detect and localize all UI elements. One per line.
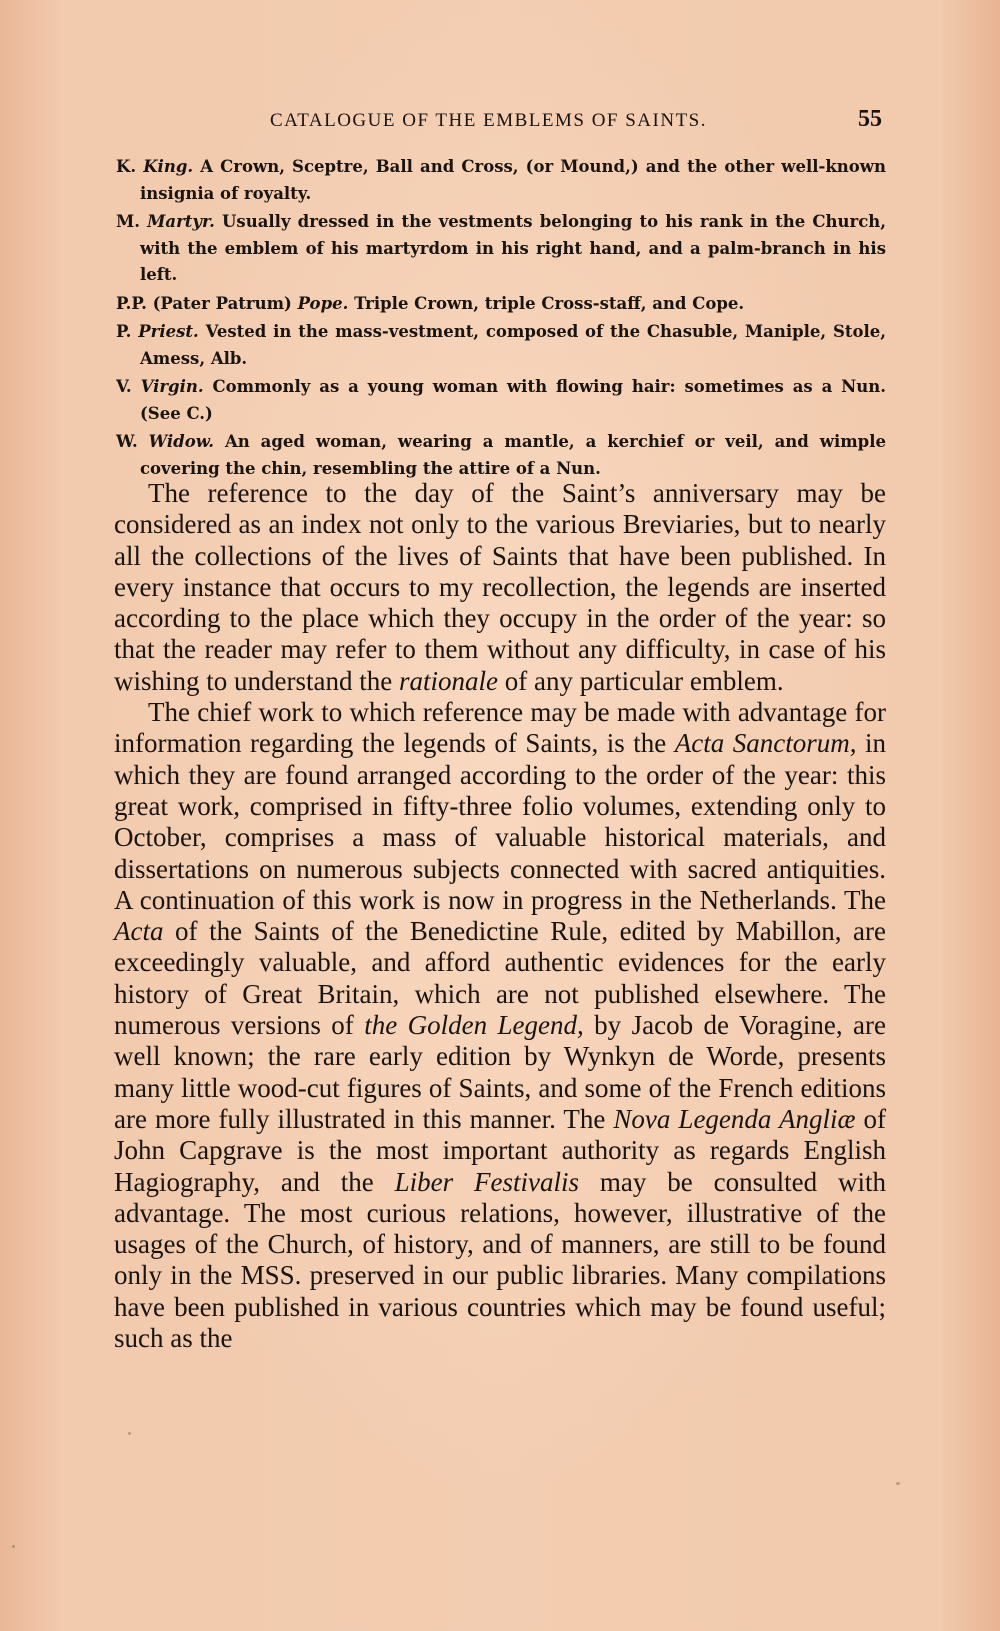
legend-entry-virgin xyxy=(116,374,886,427)
emblem-legend xyxy=(116,154,886,484)
text-run: may be consulted with advantage. The most curious relations, however, illustrative of the usages of the Church, of history, and of manners, are still to be found only in the MSS. preserved in our public libraries. Many compilations have been published in various countries which may be found useful; such as the xyxy=(114,1166,886,1354)
text-run: The chief work to which reference may be made with advantage for information regarding the legends of Saints, is the xyxy=(114,697,886,759)
text-run: by Jacob de Voragine, are well known; the rare early edition by Wynkyn de Worde, presents many little wood-cut figures of Saints, and some of the French editions are more fully illustrated in this manner. The xyxy=(114,1010,887,1134)
legend-entry-widow xyxy=(116,429,886,482)
italic-title: Acta xyxy=(114,916,164,947)
italic-title: the Golden Legend, xyxy=(364,1010,584,1041)
italic-title: Liber Festivalis xyxy=(394,1166,579,1197)
legend-term: Widow. xyxy=(148,432,214,451)
legend-text: A Crown, Sceptre, Ball and Cross, (or Mound,) and the other well-known insignia of royalty. xyxy=(140,157,886,203)
body-text xyxy=(114,478,886,1354)
legend-entry-martyr xyxy=(116,209,886,289)
legend-term: Virgin. xyxy=(140,377,204,396)
legend-entry-priest xyxy=(116,319,886,372)
legend-abbr: V. xyxy=(116,377,132,396)
legend-text: Vested in the mass-vestment, composed of the Chasuble, Maniple, Stole, Amess, Alb. xyxy=(140,322,887,368)
italic-title: Nova Legenda Angliæ xyxy=(613,1103,856,1134)
legend-abbr: W. xyxy=(116,432,138,451)
italic-title: Acta Sanctorum, xyxy=(674,728,857,759)
text-run: The reference to the day of the Saint’s anniversary may be considered as an index not only to the various Breviaries, but to nearly all the collections of the lives of Saints that have been published. In every instance that occurs to my recollection, the legends are inserted according to the place which they occupy in the order of the year: so that the reader may refer to them without any difficulty, in case of his wishing to understand the xyxy=(114,478,886,696)
italic-term: rationale xyxy=(398,665,498,696)
text-run: of any particular emblem. xyxy=(497,665,784,696)
page-header xyxy=(138,106,882,136)
paper-speck xyxy=(12,1545,15,1548)
legend-text: Triple Crown, triple Cross-staff, and Cope. xyxy=(354,293,745,313)
legend-text: An aged woman, wearing a mantle, a kerchief or veil, and wimple covering the chin, resembling the attire of a Nun. xyxy=(140,432,886,478)
paragraph-anniversary-index xyxy=(114,478,886,697)
legend-text: Commonly as a young woman with flowing hair: sometimes as a Nun. (See C.) xyxy=(140,377,886,423)
page-number: 55 xyxy=(858,106,882,132)
legend-entry-king xyxy=(116,154,886,207)
text-run: of John Capgrave is the most important authority as regards English Hagiography, and the xyxy=(114,1103,886,1197)
text-run: in which they are found arranged according to the order of the year: this great work, comprised in fifty-three folio volumes, extending only to October, comprises a mass of valuable historical materials, and dissertations on numerous subjects connected with sacred antiquities. A continuation of this work is now in progress in the Netherlands. The xyxy=(114,728,886,915)
paper-speck xyxy=(896,1482,900,1485)
running-title: CATALOGUE OF THE EMBLEMS OF SAINTS. xyxy=(270,110,707,131)
legend-term: Priest. xyxy=(138,322,199,341)
legend-abbr: M. xyxy=(116,212,141,231)
legend-term: Martyr. xyxy=(147,212,215,231)
legend-text: Usually dressed in the vestments belonging to his rank in the Church, with the emblem of his martyrdom in his right hand, and a palm-branch in his left. xyxy=(140,212,887,284)
legend-abbr: P. xyxy=(116,322,132,341)
paper-speck xyxy=(128,1432,131,1435)
text-run: of the Saints of the Benedictine Rule, edited by Mabillon, are exceedingly valuable, and afford authentic evidences for the early history of Great Britain, which are not published elsewhere. The numerous versions of xyxy=(114,916,886,1041)
legend-abbr: P.P. (Pater Patrum) xyxy=(116,293,292,313)
legend-abbr: K. xyxy=(116,157,137,176)
paragraph-chief-works xyxy=(114,697,886,1354)
legend-entry-pope xyxy=(116,291,886,318)
legend-term: King. xyxy=(143,157,194,176)
legend-term: Pope. xyxy=(297,293,349,313)
